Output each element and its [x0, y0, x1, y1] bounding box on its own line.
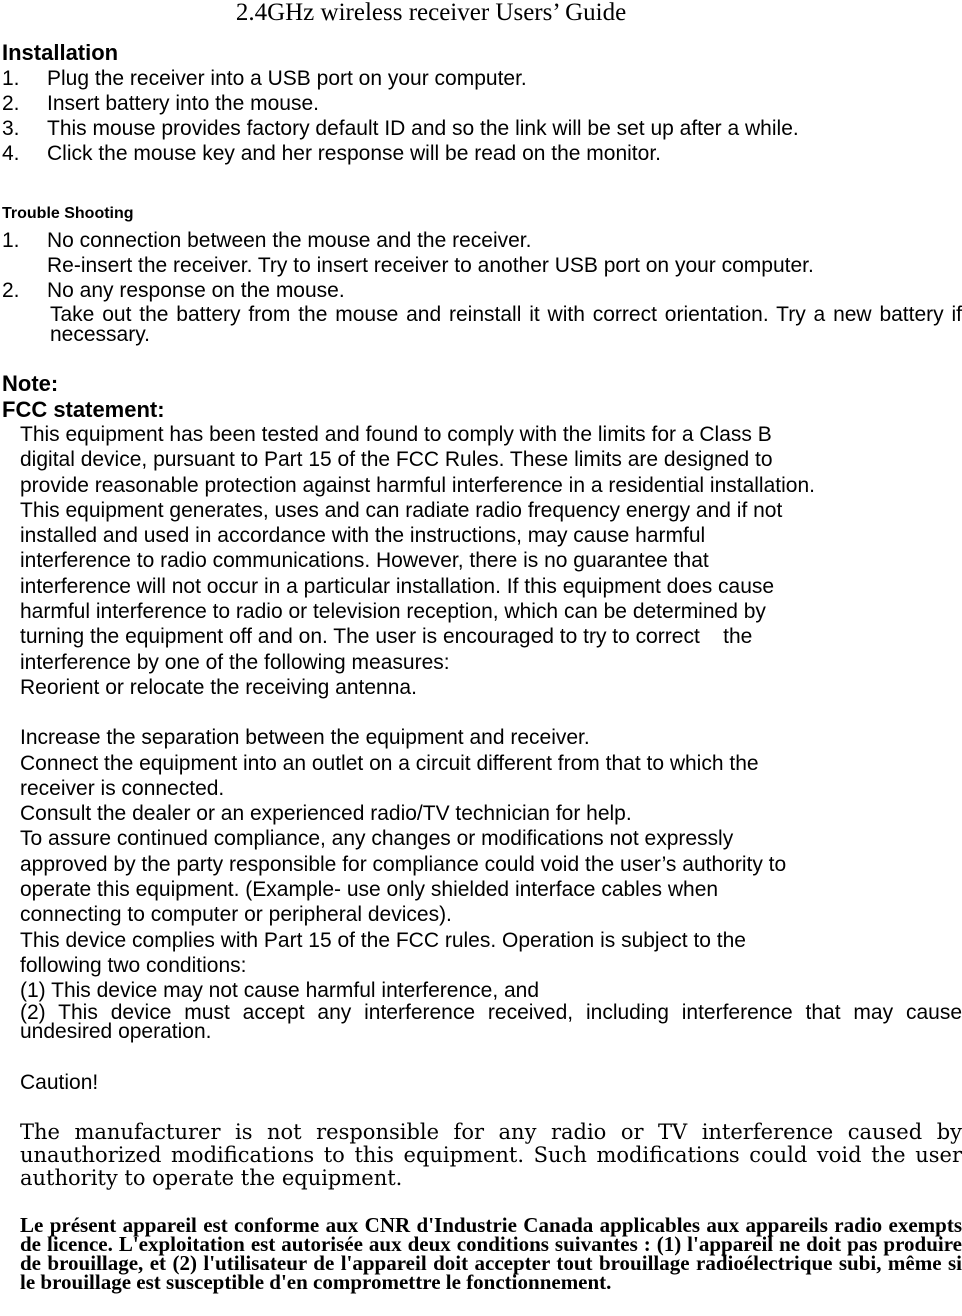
- trouble-shooting-heading: Trouble Shooting: [2, 205, 134, 222]
- fcc-line: harmful interference to radio or television reception, which can be determined by: [20, 600, 766, 624]
- fcc-line: provide reasonable protection against harmful interference in a residential installation.: [20, 473, 815, 497]
- document-title: 2.4GHz wireless receiver Users’ Guide: [235, 0, 627, 26]
- fcc-line: digital device, pursuant to Part 15 of the FCC Rules. These limits are designed to: [20, 448, 773, 472]
- step-text: Insert battery into the mouse.: [47, 92, 319, 115]
- installation-step: [2, 116, 799, 141]
- fcc-condition-2: (2) This device must accept any interference received, including interference that may cause undesired operation.: [20, 1001, 962, 1043]
- fcc-line: installed and used in accordance with the instructions, may cause harmful: [20, 524, 706, 548]
- installation-step: [2, 66, 527, 91]
- fcc-line: Consult the dealer or an experienced radio/TV technician for help.: [20, 802, 632, 826]
- fcc-line: following two conditions:: [20, 953, 247, 977]
- fcc-statement-body: [20, 422, 962, 1004]
- fcc-line: This device complies with Part 15 of the FCC rules. Operation is subject to the: [20, 928, 746, 952]
- note-heading: Note:: [2, 371, 59, 396]
- fcc-line: This equipment generates, uses and can radiate radio frequency energy and if not: [20, 498, 783, 522]
- installation-step: [2, 91, 319, 116]
- industry-canada-statement: Le présent appareil est conforme aux CNR d'Industrie Canada applicables aux appareils radio exempts de licence. L'exploitation est autorisée aux deux conditions suivantes : (1) l'appareil ne doit pas produire de brouillage, et (2) l'utilisateur de l'appareil doit accepter tout brouillage radioélectrique subi, même si le brouillage est susceptible d'en compromettre le fonctionnement.: [20, 1213, 962, 1294]
- step-number: 4.: [2, 142, 20, 165]
- problem-text: No any response on the mouse.: [47, 279, 345, 302]
- step-number: 3.: [2, 117, 20, 140]
- fcc-line: Increase the separation between the equipment and receiver.: [20, 726, 590, 750]
- step-text: Click the mouse key and her response will be read on the monitor.: [47, 142, 661, 165]
- fcc-line: receiver is connected.: [20, 776, 225, 800]
- fcc-line: Reorient or relocate the receiving antenna.: [20, 675, 417, 699]
- fcc-line: interference by one of the following measures:: [20, 650, 450, 674]
- manufacturer-disclaimer: The manufacturer is not responsible for any radio or TV interference caused by unauthorized modifications to this equipment. Such modifications could void the user authority to operate the equipment.: [20, 1120, 962, 1190]
- fcc-line: (1) This device may not cause harmful interference, and: [20, 979, 540, 1003]
- fcc-line: turning the equipment off and on. The user is encouraged to try to correct the: [20, 625, 753, 649]
- step-number: 1.: [2, 67, 20, 90]
- paragraph-gap: [20, 700, 962, 725]
- fcc-line: This equipment has been tested and found to comply with the limits for a Class B: [20, 423, 772, 446]
- trouble-item-solution: Take out the battery from the mouse and reinstall it with correct orientation. Try a new battery if necessary.: [50, 303, 962, 346]
- fcc-line: interference to radio communications. However, there is no guarantee that: [20, 549, 709, 573]
- fcc-line: connecting to computer or peripheral devices).: [20, 903, 452, 927]
- trouble-item-problem: [2, 278, 345, 303]
- installation-heading: Installation: [2, 40, 119, 65]
- step-text: This mouse provides factory default ID and so the link will be set up after a while.: [47, 117, 799, 140]
- problem-text: No connection between the mouse and the receiver.: [47, 229, 532, 252]
- installation-step: [2, 141, 661, 166]
- fcc-line: interference will not occur in a particular installation. If this equipment does cause: [20, 574, 775, 598]
- fcc-line: operate this equipment. (Example- use only shielded interface cables when: [20, 878, 719, 902]
- item-number: 1.: [2, 229, 20, 252]
- fcc-line: To assure continued compliance, any changes or modifications not expressly: [20, 827, 734, 851]
- fcc-line: Connect the equipment into an outlet on a circuit different from that to which the: [20, 751, 759, 775]
- item-number: 2.: [2, 279, 20, 302]
- fcc-line: approved by the party responsible for compliance could void the user’s authority to: [20, 852, 787, 876]
- caution-heading: Caution!: [20, 1071, 99, 1094]
- fcc-statement-heading: FCC statement:: [2, 397, 165, 422]
- step-text: Plug the receiver into a USB port on your computer.: [47, 67, 527, 90]
- step-number: 2.: [2, 92, 20, 115]
- trouble-item-solution: Re-insert the receiver. Try to insert receiver to another USB port on your computer.: [47, 254, 814, 277]
- trouble-item-problem: [2, 228, 531, 253]
